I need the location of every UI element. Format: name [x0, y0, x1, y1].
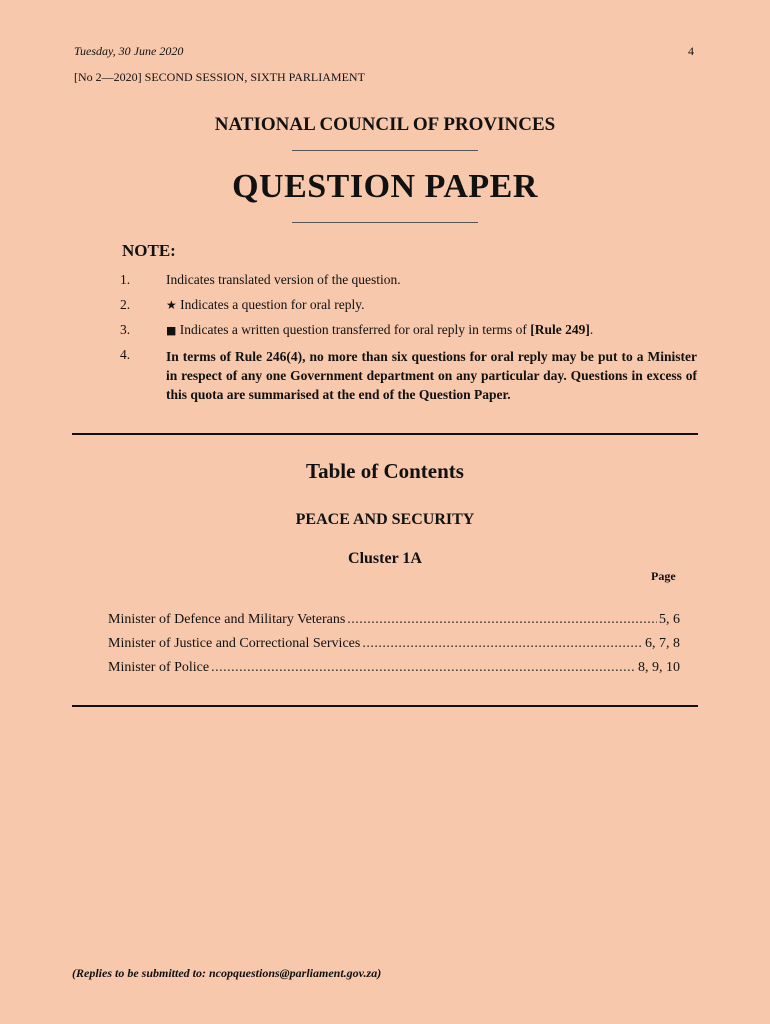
note-text: Indicates translated version of the question.	[166, 272, 401, 287]
section-title: PEACE AND SECURITY	[295, 511, 475, 528]
cluster-title: Cluster 1A	[348, 550, 422, 567]
header-date: Tuesday, 30 June 2020	[74, 44, 184, 58]
page-column-label: Page	[651, 569, 676, 583]
section-divider-top	[72, 433, 698, 435]
footer-note: (Replies to be submitted to: ncopquestions@parliament.gov.za)	[72, 966, 382, 980]
toc-entry-pages: 8, 9, 10	[638, 660, 680, 675]
toc-leader	[362, 636, 643, 652]
star-icon: ★	[166, 298, 177, 312]
note-text-content: Indicates a written question transferred for oral reply in terms of	[179, 322, 527, 337]
note-text	[166, 297, 364, 313]
toc-entry[interactable]	[108, 636, 680, 652]
title-divider-top	[292, 150, 478, 151]
document-title: QUESTION PAPER	[232, 168, 538, 205]
toc-entry-pages: 5, 6	[659, 612, 680, 627]
toc-title: Table of Contents	[306, 459, 464, 483]
square-icon: ■	[166, 324, 177, 337]
note-text-content: Indicates a question for oral reply.	[180, 297, 365, 312]
toc-entry-name: Minister of Police	[108, 660, 210, 675]
toc-leader	[347, 612, 657, 628]
toc-entry-name: Minister of Justice and Correctional Services	[108, 636, 361, 651]
session-line: [No 2—2020] SECOND SESSION, SIXTH PARLIAMENT	[74, 70, 365, 84]
note-heading: NOTE:	[122, 241, 176, 260]
rule-reference: [Rule 249]	[530, 322, 590, 337]
note-number: 1.	[120, 272, 131, 287]
note-number: 2.	[120, 297, 131, 312]
toc-leader	[211, 660, 636, 676]
title-divider-bottom	[292, 222, 478, 223]
toc-entry-pages: 6, 7, 8	[645, 636, 680, 651]
toc-entry[interactable]	[108, 612, 680, 628]
page-number: 4	[688, 44, 694, 58]
toc-entry[interactable]	[108, 660, 680, 676]
note-text-end: .	[589, 322, 594, 337]
note-text-quota: In terms of Rule 246(4), no more than six questions for oral reply may be put to a Minister in respect of any one Government department on any particular day. Questions in excess of this quota are summarised at the end of the Question Paper.	[166, 349, 697, 402]
note-text	[166, 322, 593, 338]
section-divider-bottom	[72, 705, 698, 707]
council-title: NATIONAL COUNCIL OF PROVINCES	[214, 114, 556, 135]
toc-entry-name: Minister of Defence and Military Veterans	[108, 612, 346, 627]
note-number: 4.	[120, 347, 131, 362]
note-number: 3.	[120, 322, 131, 337]
